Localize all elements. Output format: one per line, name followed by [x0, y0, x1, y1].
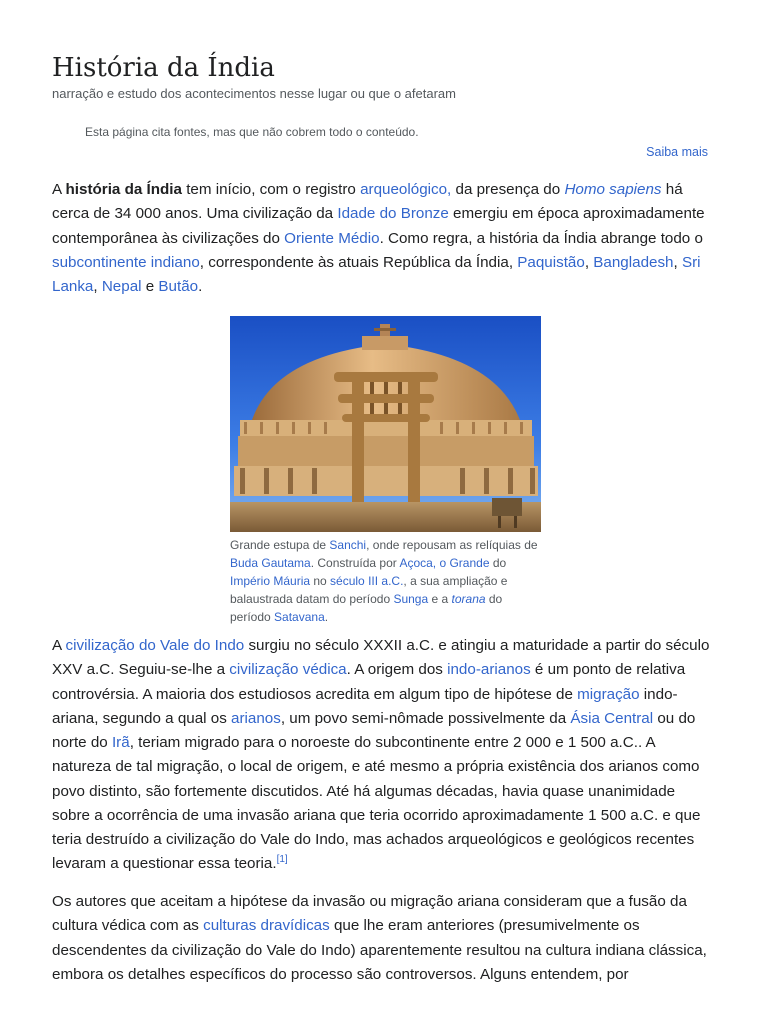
link-paquistao[interactable]: Paquistão [517, 253, 585, 271]
link-butao[interactable]: Butão [158, 278, 199, 295]
link-culturas-dravidicas[interactable]: culturas dravídicas [203, 917, 330, 935]
link-homo-sapiens[interactable]: Homo sapiens [564, 181, 662, 198]
link-torana[interactable]: torana [451, 592, 486, 606]
text: tem início, com o registro [181, 181, 361, 198]
sources-notice: Esta página cita fontes, mas que não cobrem todo o conteúdo. [85, 125, 419, 139]
link-buda-gautama[interactable]: Buda Gautama [230, 556, 311, 570]
text: , onde repousam as relíquias de [366, 538, 538, 552]
text: e [141, 278, 159, 295]
link-oriente-medio[interactable]: Oriente Médio [284, 229, 380, 247]
text: emergiu em época aproximadamente contemporânea às civilizações do [52, 205, 705, 247]
text: e a [428, 592, 452, 606]
text: . [198, 278, 203, 295]
text: , um povo semi-nômade possivelmente da [280, 709, 571, 727]
link-acoca[interactable]: Açoca, o Grande [399, 556, 490, 570]
link-imperio-mauria[interactable]: Império Máuria [230, 574, 311, 588]
page-subtitle: narração e estudo dos acontecimentos nesse lugar ou que o afetaram [52, 86, 456, 101]
text: do período [230, 592, 503, 624]
text: surgiu no século XXXII a.C. e atingiu a maturidade a partir do século XXV a.C. Seguiu-se-lhe a [52, 637, 710, 679]
text: , [584, 253, 594, 271]
paragraph-aryan-hypothesis [52, 890, 716, 987]
link-migracao[interactable]: migração [577, 685, 640, 703]
link-idade-do-bronze[interactable]: Idade do Bronze [337, 205, 449, 223]
link-sunga[interactable]: Sunga [393, 592, 429, 606]
link-arqueologico[interactable]: arqueológico, [360, 181, 452, 198]
intro-paragraph [52, 178, 716, 299]
text: , a sua ampliação e balaustrada datam do período [230, 574, 508, 606]
text: que lhe eram anteriores (presumivelmente os descendentes da civilização do Vale do Indo) aparentemente resultou na cultura indiana clássica, embora os detalhes específicos do processo são controversos. Alguns entendem, por [52, 917, 707, 983]
text: da presença do [451, 181, 565, 198]
text: , teriam migrado para o noroeste do subcontinente entre 2 000 e 1 500 a.C.. A natureza de tal migração, o local de origem, e até mesmo a própria existência dos arianos como povo distinto, são fortemente discutidos. Até há algumas décadas, havia quase unanimidade sobre a ocorrência de uma invasão ariana que teria ocorrido aproximadamente 1 500 a.C. e que teria destruído a civilização do Vale do Indo, mas achados arqueológicos e geológicos recentes levaram a questionar essa teoria. [52, 734, 701, 873]
link-republica-da-india[interactable]: República da Índia [383, 253, 509, 271]
link-sri-lanka[interactable]: Sri Lanka [52, 253, 701, 295]
bold-term: história da Índia [65, 181, 182, 198]
text: . Como regra, a história da Índia abrange todo o [379, 229, 703, 247]
link-civilizacao-vedica[interactable]: civilização védica [229, 661, 347, 679]
text: do [489, 556, 507, 570]
page-title: História da Índia [52, 53, 275, 83]
link-ira[interactable]: Irã [111, 734, 130, 751]
link-indo-arianos[interactable]: indo-arianos [447, 661, 531, 679]
text: ou do norte do [52, 709, 696, 751]
link-satavana[interactable]: Satavana [274, 610, 325, 624]
text: há cerca de 34 000 anos. Uma civilização da [52, 181, 683, 223]
text: no [310, 574, 331, 588]
link-civilizacao-vale-do-indo[interactable]: civilização do Vale do Indo [65, 637, 245, 654]
link-subcontinente-indiano[interactable]: subcontinente indiano [52, 253, 200, 271]
paragraph-indus [52, 634, 716, 877]
text: . A origem dos [346, 661, 448, 679]
text: , correspondente às atuais [199, 253, 383, 271]
text: , [673, 253, 682, 271]
text: indo-ariana, segundo a qual os [52, 685, 678, 727]
text: é um ponto de relativa controvérsia. A maioria dos estudiosos acredita em algum tipo de hipótese de [52, 661, 686, 703]
text: , [93, 278, 102, 295]
learn-more-link[interactable]: Saiba mais [646, 145, 708, 159]
text: A [52, 637, 66, 654]
link-arianos[interactable]: arianos [231, 709, 281, 727]
text: . Construída por [310, 556, 400, 570]
link-nepal[interactable]: Nepal [101, 278, 142, 295]
link-sanchi[interactable]: Sanchi [329, 538, 367, 552]
text: , [508, 253, 518, 271]
link-bangladesh[interactable]: Bangladesh [593, 253, 674, 271]
link-seculo-iii[interactable]: século III a.C. [330, 574, 404, 588]
sanchi-stupa-image[interactable] [230, 316, 541, 532]
link-asia-central[interactable]: Ásia Central [570, 709, 654, 727]
reference-link[interactable]: [1] [276, 854, 288, 866]
text: . [324, 610, 329, 624]
text: Os autores que aceitam a hipótese da invasão ou migração ariana consideram que a fusão da cultura védica com as [52, 893, 687, 935]
text: Grande estupa de [230, 538, 330, 552]
text: A [52, 181, 66, 198]
figure-caption [230, 536, 540, 626]
figure [230, 316, 542, 626]
